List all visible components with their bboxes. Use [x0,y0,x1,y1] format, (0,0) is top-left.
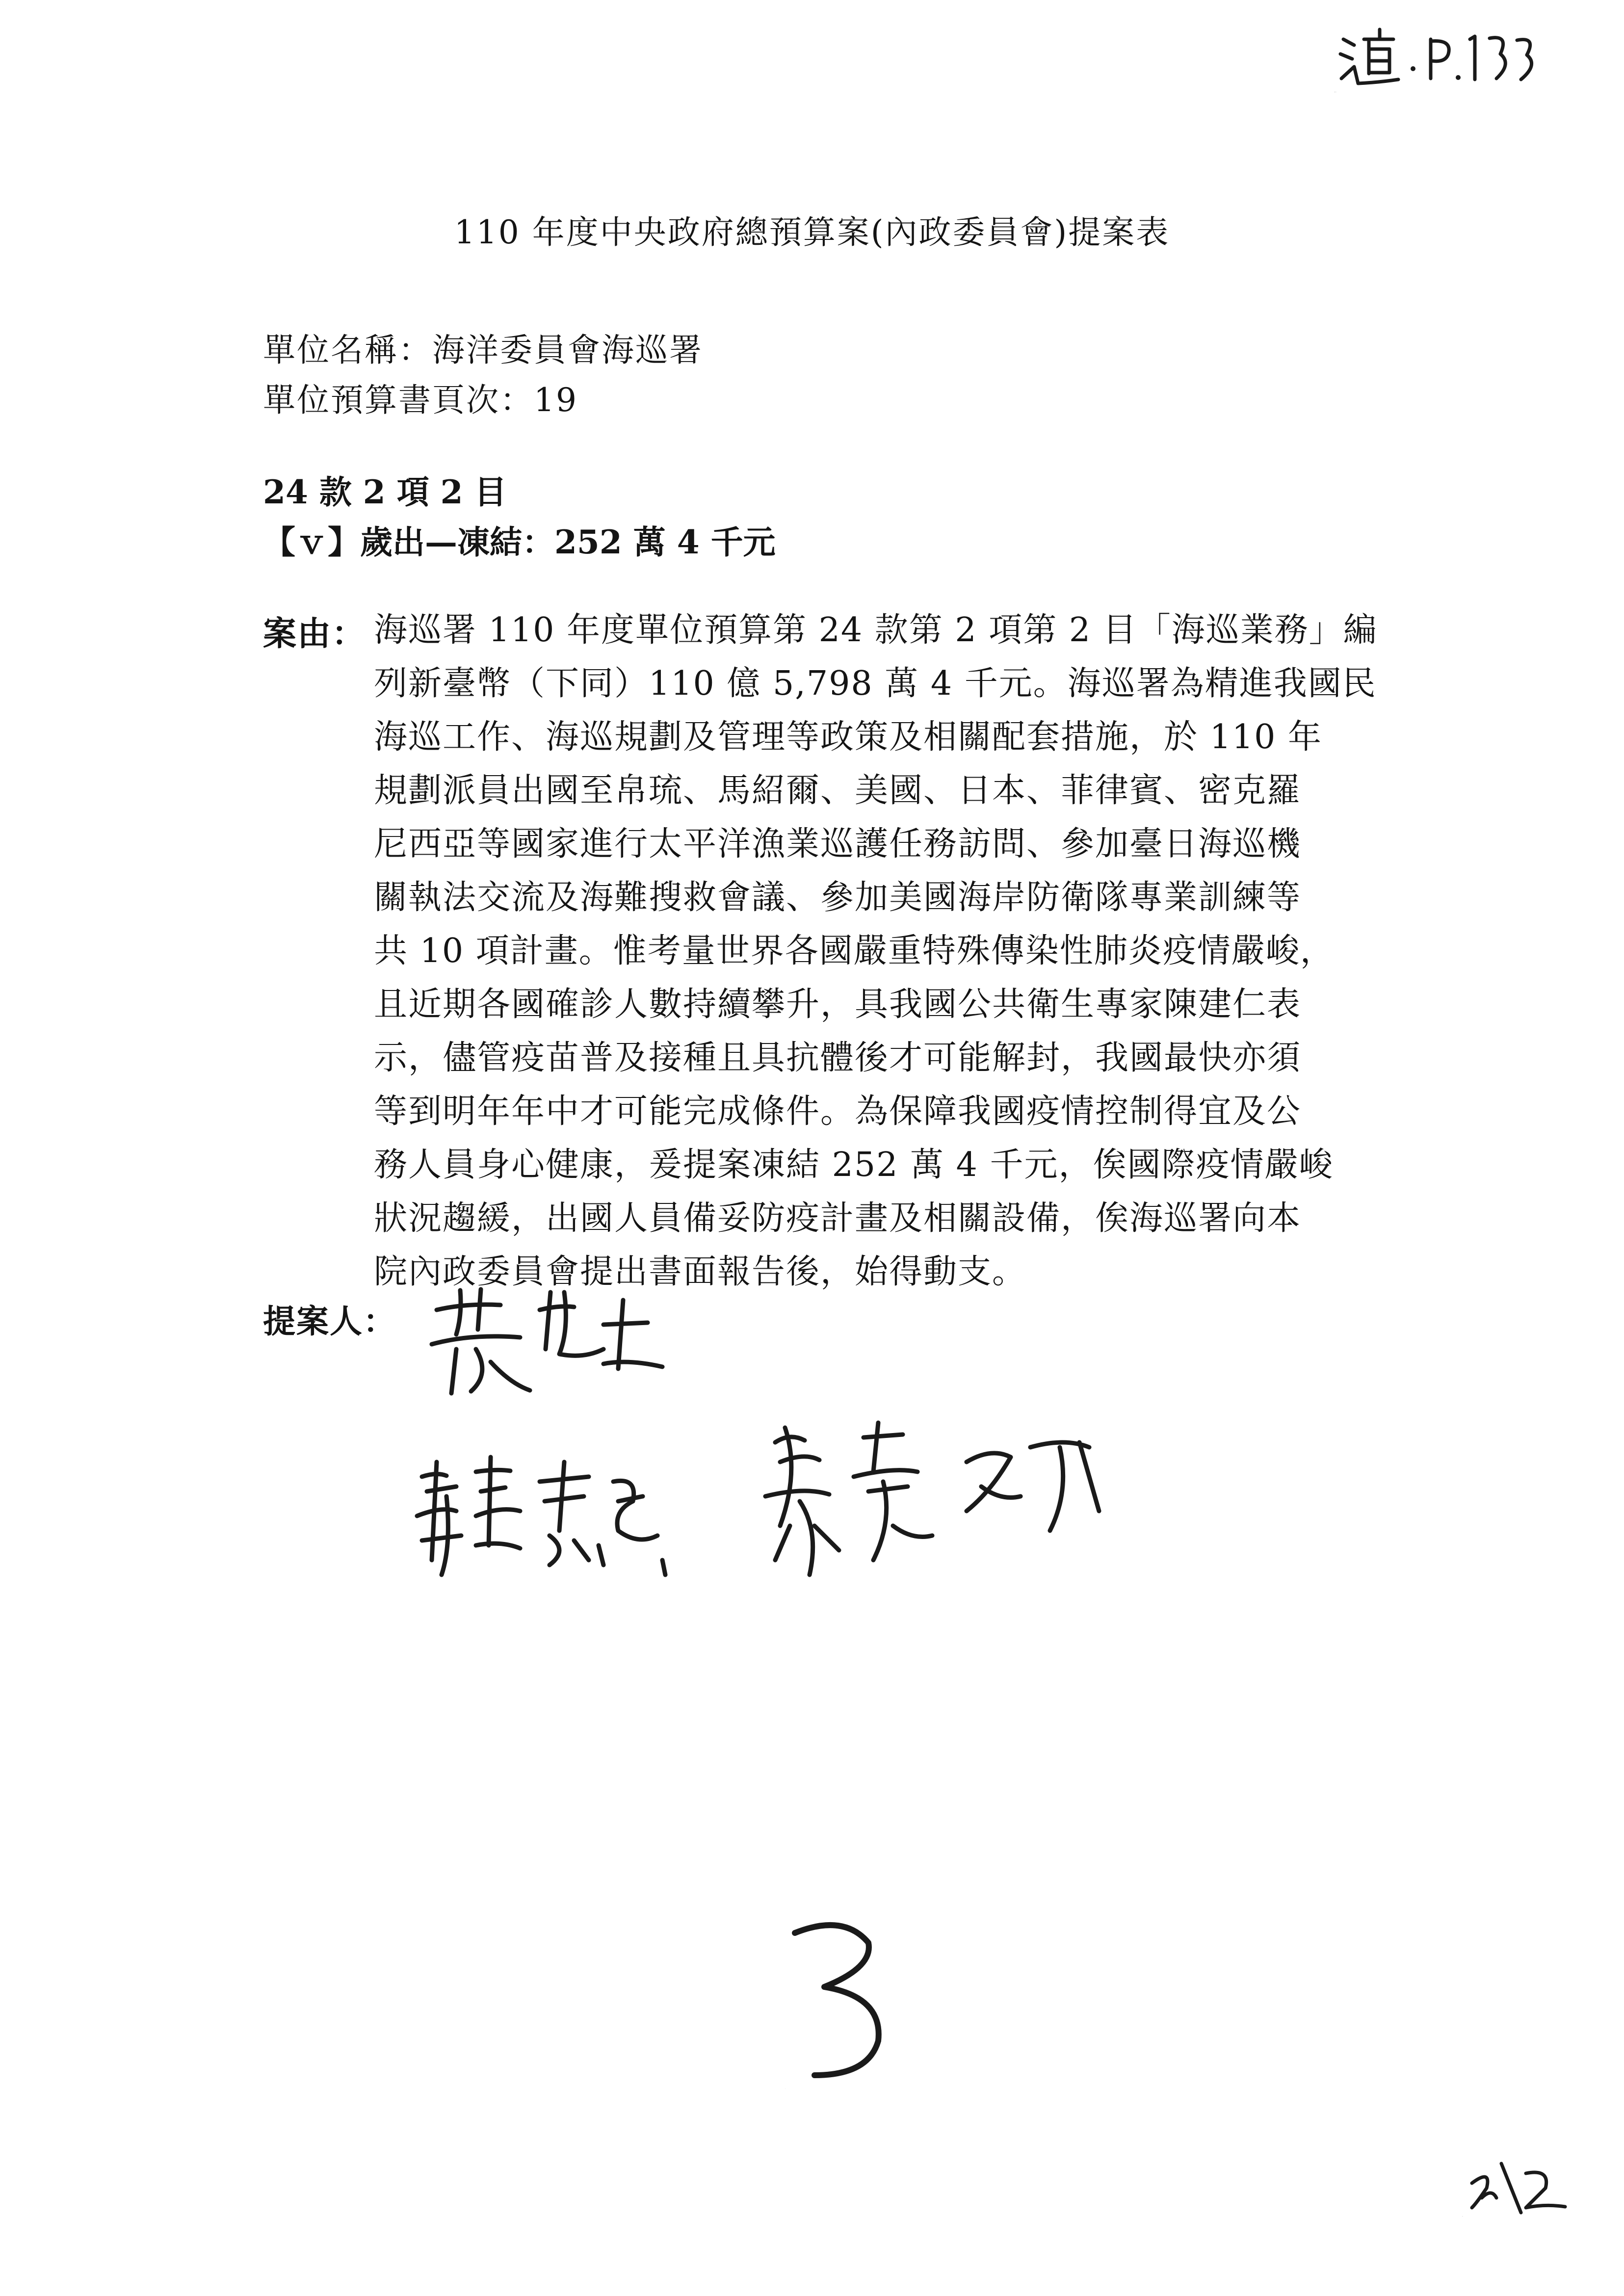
reason-line: 狀況趨緩，出國人員備妥防疫計畫及相關設備，俟海巡署向本 [374,1199,1302,1238]
corner-note [1335,20,1541,93]
reason-line: 關執法交流及海難搜救會議、參加美國海岸防衛隊專業訓練等 [374,878,1302,917]
page-title: 110 年度中央政府總預算案(內政委員會)提案表 [454,213,1170,251]
reason-line: 務人員身心健康，爰提案凍結 252 萬 4 千元，俟國際疫情嚴峻 [374,1146,1334,1184]
reason-line: 規劃派員出國至帛琉、馬紹爾、美國、日本、菲律賓、密克羅 [374,771,1302,810]
signature-1-handwriting [417,1276,672,1403]
reason-line: 海巡署 110 年度單位預算第 24 款第 2 項第 2 目「海巡業務」編 [374,611,1378,650]
signature-1 [417,1276,672,1403]
reason-line: 共 10 項計畫。惟考量世界各國嚴重特殊傳染性肺炎疫情嚴峻， [374,932,1335,970]
signature-2-handwriting [402,1447,677,1594]
signature-3 [746,1413,1138,1609]
reason-line: 尼西亞等國家進行太平洋漁業巡護任務訪問、參加臺日海巡機 [374,825,1302,863]
reason-line: 示，儘管疫苗普及接種且具抗體後才可能解封，我國最快亦須 [374,1039,1302,1077]
unit-name: 單位名稱：海洋委員會海巡署 [263,331,703,369]
signature-3-handwriting [746,1413,1138,1609]
budget-category: 【ｖ】歲出—凍結：252 萬 4 千元 [263,523,776,561]
reason-line: 列新臺幣（下同）110 億 5,798 萬 4 千元。海巡署為精進我國民 [374,664,1377,703]
page-number [785,1913,903,2090]
signature-2 [402,1447,677,1594]
reason-line: 海巡工作、海巡規劃及管理等政策及相關配套措施，於 110 年 [374,718,1323,757]
corner-note-handwriting [1335,20,1541,93]
svg-text:適.P.133: 適.P.133 [1335,92,1337,93]
page-mark [1462,2149,1570,2218]
reason-body [374,603,1429,1299]
budget-item: 24 款 2 項 2 目 [263,473,507,511]
budget-page: 單位預算書頁次：19 [263,381,578,419]
reason-line: 等到明年年中才可能完成條件。為保障我國疫情控制得宜及公 [374,1092,1302,1131]
reason-label: 案由： [263,614,367,653]
proposer-label: 提案人： [263,1302,396,1340]
reason-line: 院內政委員會提出書面報告後，始得動支。 [374,1252,1027,1291]
page-number-handwriting [785,1913,903,2090]
reason-line: 且近期各國確診人數持續攀升，具我國公共衛生專家陳建仁表 [374,985,1302,1024]
page-mark-handwriting [1462,2149,1570,2218]
